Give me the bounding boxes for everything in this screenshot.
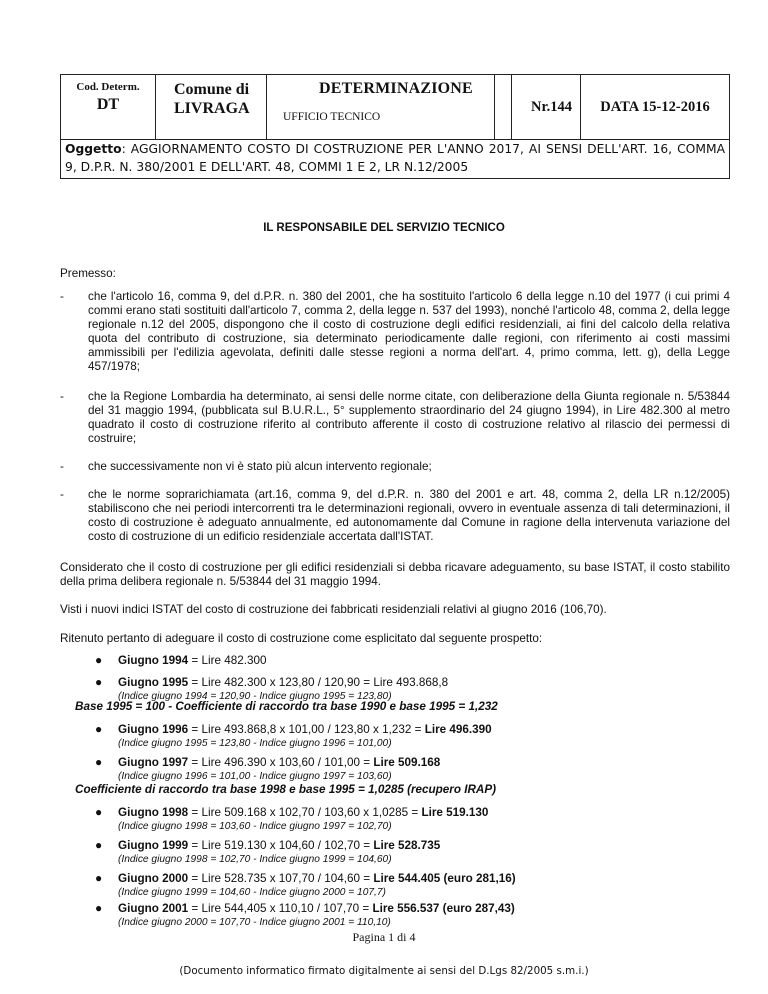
bullet-result: Lire 528.735 [373,839,441,852]
bullet-year: Giugno 1994 [118,654,189,667]
oggetto-text: : AGGIORNAMENTO COSTO DI COSTRUZIONE PER L'ANNO 2017, AI SENSI DELL'ART. 16, COMMA 9, D.P.R. N. 380/2001 E DELL'ART. 48, COMMI 1 E 2, LR N.12/2005 [65,142,725,174]
bullet-icon: ● [95,675,103,689]
comune-line2: LIVRAGA [174,100,250,117]
bullet-icon: ● [95,838,103,852]
page-number: Pagina 1 di 4 [352,930,416,944]
bullet-result: Lire 544.405 (euro 281,16) [373,872,516,885]
bullet-icon: ● [95,901,103,915]
header-table [60,74,730,140]
dash-marker: - [60,390,64,403]
bullet-result: Lire 519.130 [421,806,489,819]
bullet-calc: = Lire 496.390 x 103,60 / 101,00 = [188,756,374,769]
dash-marker: - [60,460,64,473]
bullet-year: Giugno 1999 [118,839,189,852]
comune-cell [156,75,267,139]
comune-line1: Comune di [174,81,250,98]
list-item [95,806,735,833]
dash-marker: - [60,290,64,303]
bullet-year: Giugno 1996 [118,723,189,736]
bullet-year: Giugno 2001 [118,902,189,915]
bullet-result: Lire 509.168 [373,756,441,769]
bullet-calc: = Lire 544,405 x 110,10 / 107,70 = [188,902,373,915]
doc-number: Nr.144 [531,98,572,115]
bullet-calc: = Lire 493.868,8 x 101,00 / 123,80 x 1,232 = [188,723,425,736]
list-item [95,839,735,866]
bullet-note: (Indice giugno 1995 = 123,80 - Indice giugno 1996 = 101,00) [118,738,392,749]
base-1995-note: Base 1995 = 100 - Coefficiente di raccordo tra base 1990 e base 1995 = 1,232 [75,700,498,713]
signature-note: (Documento informatico firmato digitalmente ai sensi del D.Lgs 82/2005 s.m.i.) [179,965,589,977]
premesso-label: Premesso: [60,267,116,280]
date-cell [581,75,729,139]
doc-date: DATA 15-12-2016 [600,98,710,115]
section-heading: IL RESPONSABILE DEL SERVIZIO TECNICO [263,222,505,234]
bullet-calc: = Lire 509.168 x 102,70 / 103,60 x 1,0285 = [188,806,422,819]
cod-cell [61,75,156,139]
list-item-text: che l'articolo 16, comma 9, del d.P.R. n. 380 del 2001, che ha sostituito l'articolo 6 della legge n.10 del 1977 (i cui primi 4 commi erano stati sostituiti dall'articolo 7, comma 2, della legge n. 537 del 1993), nonché l'articolo 48, comma 2, della legge regionale n.12 del 2005, dispongono che il costo di costruzione degli edifici residenziali, ai fini del calcolo della relativa quota del contributo di costruzione, sia determinato periodicamente dalle regioni, con riferimento ai costi massimi ammissibili per l'edilizia agevolata, definiti dalle stesse regioni a norma dell'art. 4, primo comma, lett. g), della Legge 457/1978; [88,290,730,373]
dash-marker: - [60,488,64,501]
bullet-icon: ● [95,871,103,885]
number-cell [511,75,581,139]
visti-paragraph: Visti i nuovi indici ISTAT del costo di costruzione dei fabbricati residenziali relativi al giugno 2016 (106,70). [60,603,607,616]
bullet-icon: ● [95,805,103,819]
list-item [60,460,730,474]
bullet-note: (Indice giugno 2000 = 107,70 - Indice giugno 2001 = 110,10) [118,917,391,928]
list-item [60,290,730,374]
bullet-result: Lire 496.390 [424,723,492,736]
bullet-calc: = Lire 519.130 x 104,60 / 102,70 = [188,839,374,852]
list-item [95,902,735,929]
bullet-year: Giugno 1997 [118,756,189,769]
bullet-calc: = Lire 528.735 x 107,70 / 104,60 = [188,872,374,885]
bullet-year: Giugno 2000 [118,872,189,885]
cod-value: DT [96,96,120,113]
bullet-note: (Indice giugno 1998 = 103,60 - Indice giugno 1997 = 102,70) [118,821,392,832]
doc-type: DETERMINAZIONE [319,80,473,97]
coeff-1998-note: Coefficiente di raccordo tra base 1998 e base 1995 = 1,0285 (recupero IRAP) [75,783,497,796]
oggetto-label: Oggetto [65,142,122,156]
bullet-note: (Indice giugno 1999 = 104,60 - Indice giugno 2000 = 107,7) [118,887,386,898]
bullet-note: (Indice giugno 1996 = 101,00 - Indice giugno 1997 = 103,60) [118,771,392,782]
list-item [95,676,735,703]
bullet-icon: ● [95,653,103,667]
ufficio: UFFICIO TECNICO [283,111,381,123]
oggetto-box [60,139,730,179]
list-item-text: che successivamente non vi è stato più alcun intervento regionale; [88,460,432,473]
bullet-note: (Indice giugno 1998 = 102,70 - Indice giugno 1999 = 104,60) [118,854,392,865]
bullet-calc: = Lire 482.300 x 123,80 / 120,90 = Lire 493.868,8 [188,676,449,689]
bullet-year: Giugno 1998 [118,806,189,819]
list-item-text: che la Regione Lombardia ha determinato, ai sensi delle norme citate, con deliberazione della Giunta regionale n. 5/53844 del 31 maggio 1994, (pubblicata sul B.U.R.L., 5° supplemento straordinario del 24 giugno 1994), in Lire 482.300 al metro quadrato il costo di costruzione riferito al contributo afferente il costo di costruzione relativo al rilascio dei permessi di costruire; [88,390,730,445]
bullet-icon: ● [95,755,103,769]
bullet-icon: ● [95,722,103,736]
cod-label: Cod. Determ. [76,81,140,93]
bullet-calc: = Lire 482.300 [188,654,267,667]
bullet-result: Lire 556.537 (euro 287,43) [372,902,515,915]
list-item [95,723,735,750]
bullet-note: (Indice giugno 1994 = 120,90 - Indice giugno 1995 = 123,80) [118,691,392,702]
list-item [60,390,730,446]
list-item [95,872,735,899]
bullet-year: Giugno 1995 [118,676,189,689]
considerato-paragraph: Considerato che il costo di costruzione per gli edifici residenziali si debba ricavare adeguamento, su base ISTAT, il costo stabilito della prima delibera regionale n. 5/53844 del 31 maggio 1994. [60,561,730,588]
list-item [95,654,735,668]
ritenuto-paragraph: Ritenuto pertanto di adeguare il costo di costruzione come esplicitato dal seguente prospetto: [60,632,543,645]
doc-type-cell [267,75,495,139]
list-item [95,756,735,783]
list-item [60,488,730,544]
list-item-text: che le norme soprarichiamata (art.16, comma 9, del d.P.R. n. 380 del 2001 e art. 48, comma 2, della LR n.12/2005) stabiliscono che nei periodi intercorrenti tra le determinazioni regionali, ovvero in eventuale assenza di tali determinazioni, il costo di costruzione è adeguato annualmente, ed autonomamente dal Comune in ragione della intervenuta variazione del costo di costruzione di un edificio residenziale accertata dall'ISTAT. [88,488,730,543]
